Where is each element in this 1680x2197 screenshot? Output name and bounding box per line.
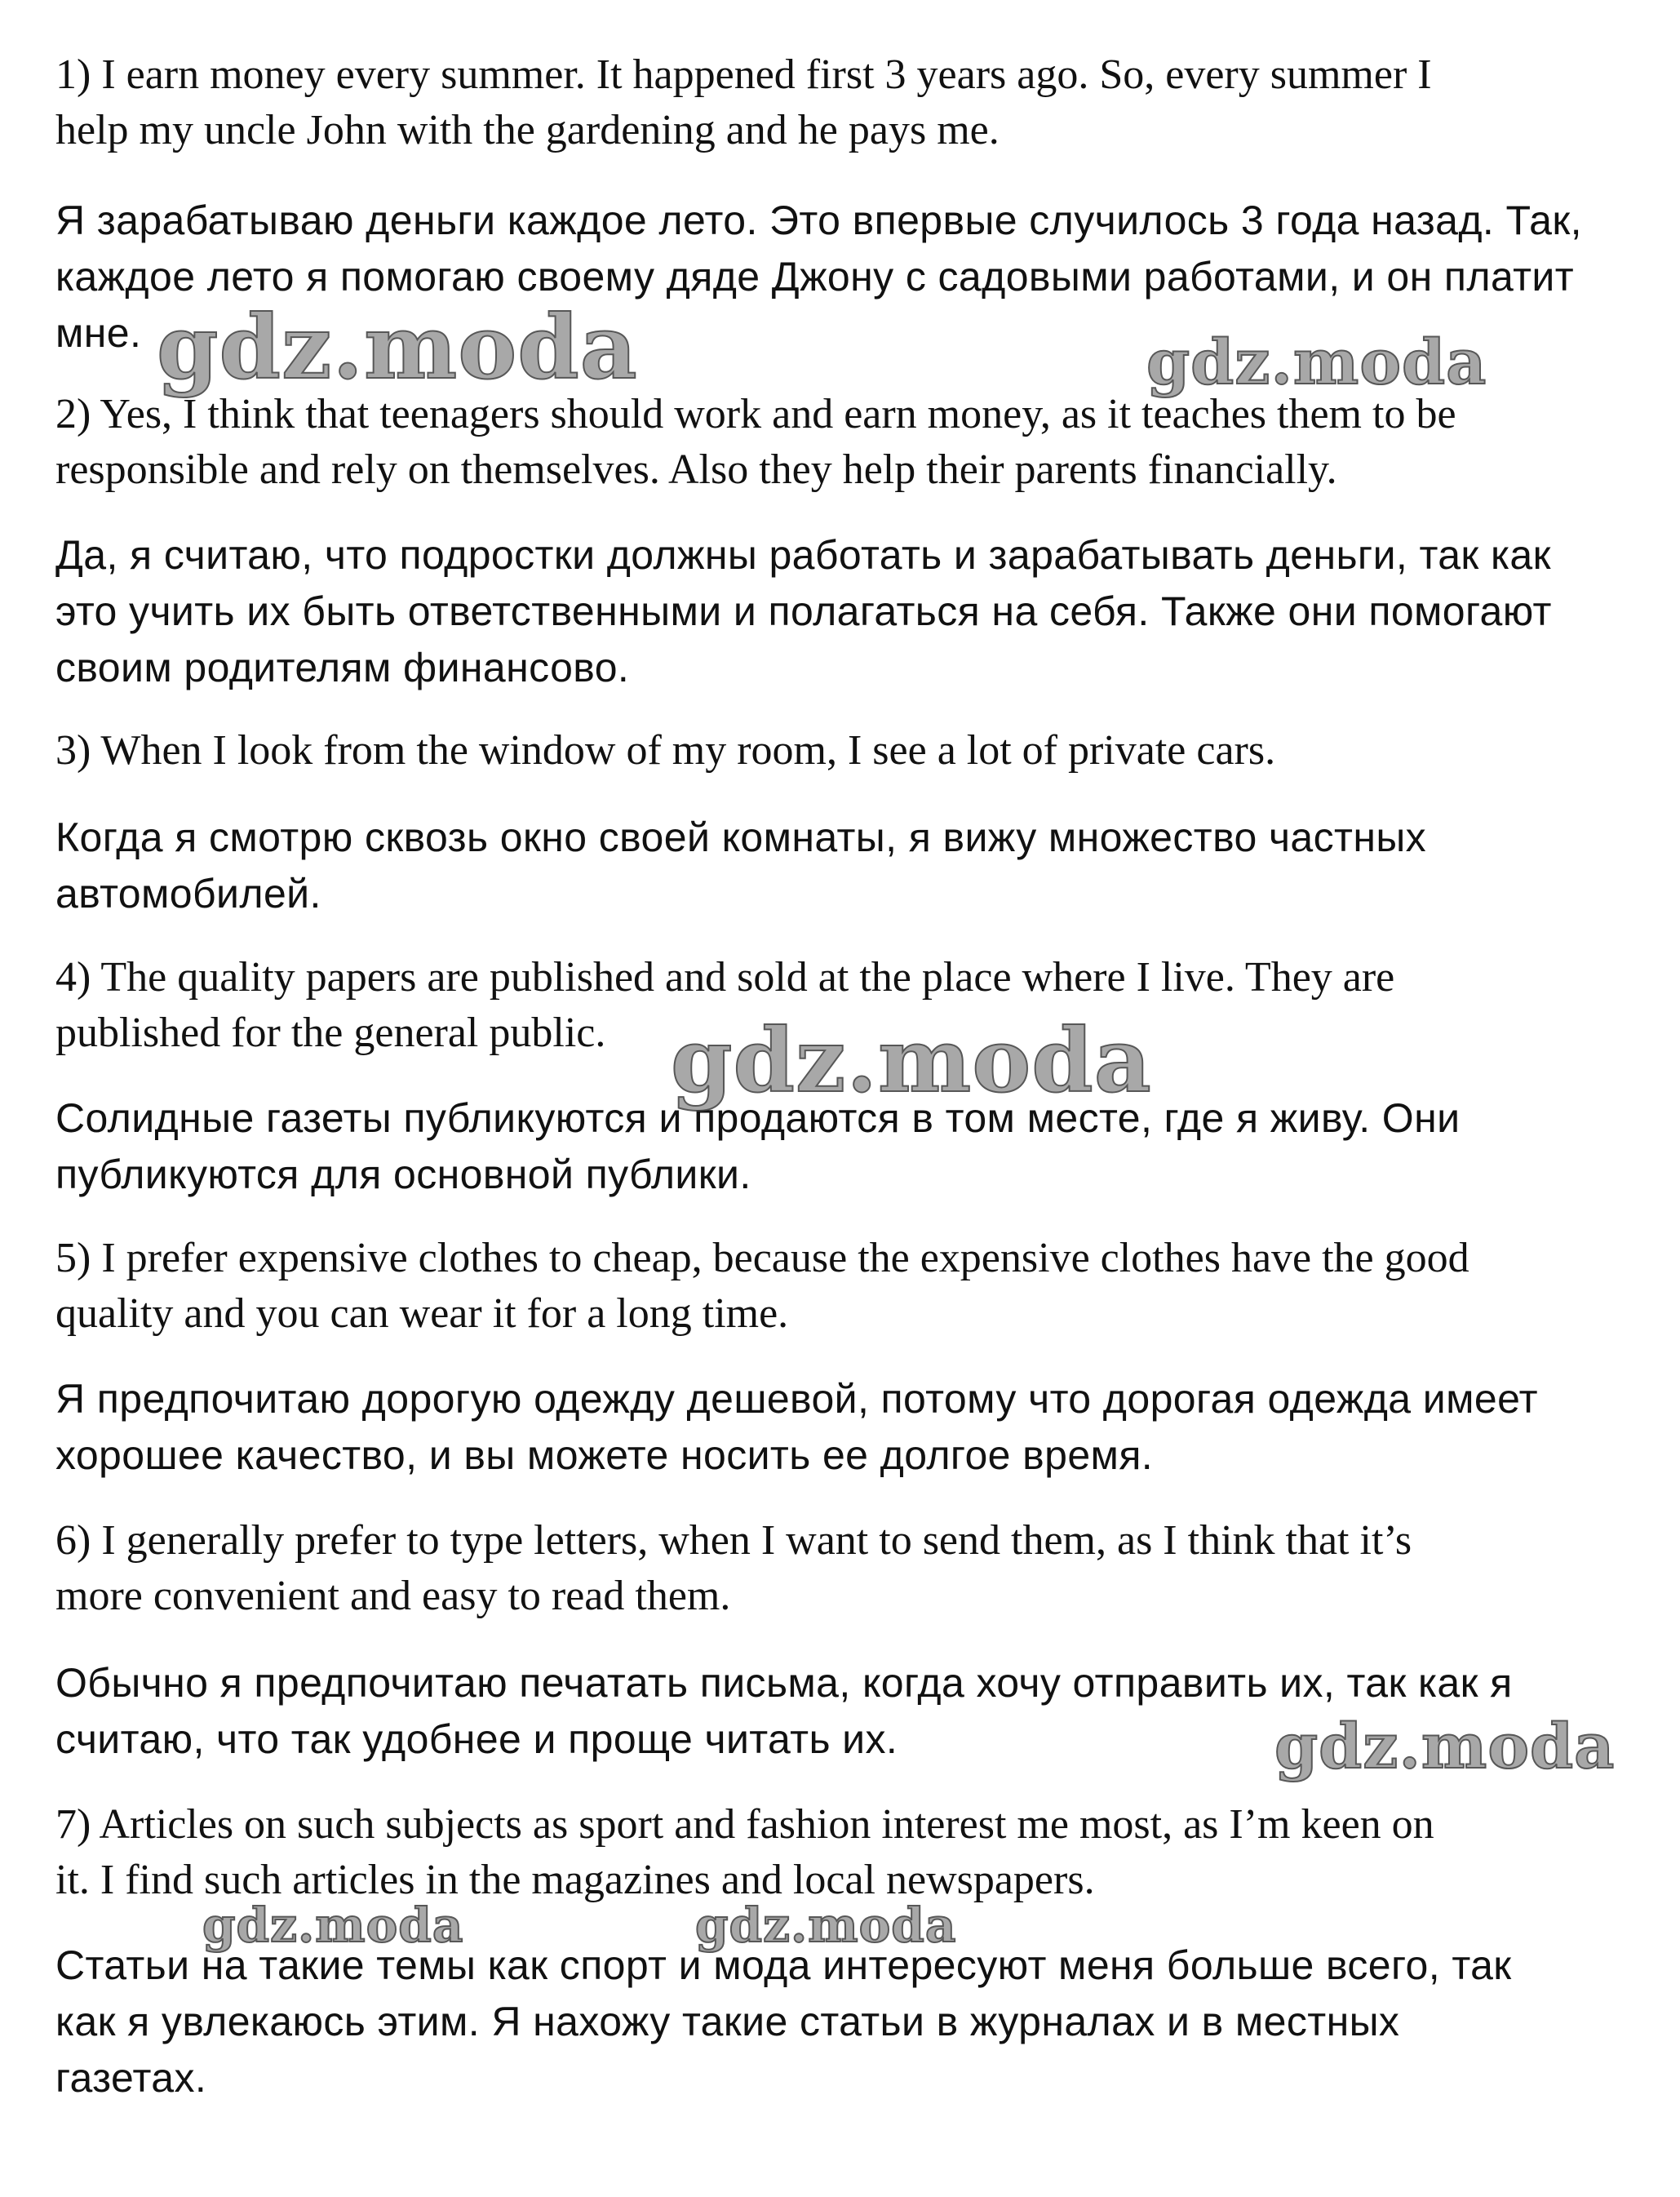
answer-1-russian: Я зарабатываю деньги каждое лето. Это впервые случилось 3 года назад. Так, каждое лето я помогаю своему дяде Джону с садовыми работами, и он платит мне. xyxy=(55,198,1582,356)
answer-2-english: 2) Yes, I think that teenagers should work and earn money, as it teaches them to be responsible and rely on themselves. Also they help their parents financially. xyxy=(55,391,1456,493)
answer-7-english: 7) Articles on such subjects as sport and fashion interest me most, as I’m keen on it. I find such articles in the magazines and local newspapers. xyxy=(55,1801,1434,1903)
watermark-logo: gdz.moda xyxy=(671,1010,1152,1112)
answer-3-russian: Когда я смотрю сквозь окно своей комнаты, я вижу множество частных автомобилей. xyxy=(55,814,1427,917)
watermark-logo: gdz.moda xyxy=(202,1897,464,1953)
answer-6-russian: Обычно я предпочитаю печатать письма, когда хочу отправить их, так как я считаю, что так удобнее и проще читать их. xyxy=(55,1660,1513,1762)
answer-3-english: 3) When I look from the window of my room, I see a lot of private cars. xyxy=(55,727,1276,774)
answer-5-english: 5) I prefer expensive clothes to cheap, because the expensive clothes have the good quality and you can wear it for a long time. xyxy=(55,1235,1469,1337)
answer-5-russian: Я предпочитаю дорогую одежду дешевой, потому что дорогая одежда имеет хорошее качество, и вы можете носить ее долгое время. xyxy=(55,1376,1538,1478)
answer-4-english: 4) The quality papers are published and sold at the place where I live. They are published for the general public. xyxy=(55,954,1395,1056)
watermark-logo: gdz.moda xyxy=(157,296,638,399)
answer-4-russian: Солидные газеты публикуются и продаются в том месте, где я живу. Они публикуются для основной публики. xyxy=(55,1095,1461,1197)
watermark-logo: gdz.moda xyxy=(695,1897,957,1953)
watermark-logo: gdz.moda xyxy=(1146,326,1487,398)
answer-2-russian: Да, я считаю, что подростки должны работать и зарабатывать деньги, так как это учить их быть ответственными и полагаться на себя. Также они помогают своим родителям финансово. xyxy=(55,532,1552,690)
answer-6-english: 6) I generally prefer to type letters, when I want to send them, as I think that it’s more convenient and easy to read them. xyxy=(55,1517,1412,1619)
answer-7-russian: Статьи на такие темы как спорт и мода интересуют меня больше всего, так как я увлекаюсь этим. Я нахожу такие статьи в журналах и в местных газетах. xyxy=(55,1942,1512,2101)
watermark-logo: gdz.moda xyxy=(1274,1710,1616,1782)
answer-1-english: 1) I earn money every summer. It happened first 3 years ago. So, every summer I help my uncle John with the gardening and he pays me. xyxy=(55,51,1432,153)
